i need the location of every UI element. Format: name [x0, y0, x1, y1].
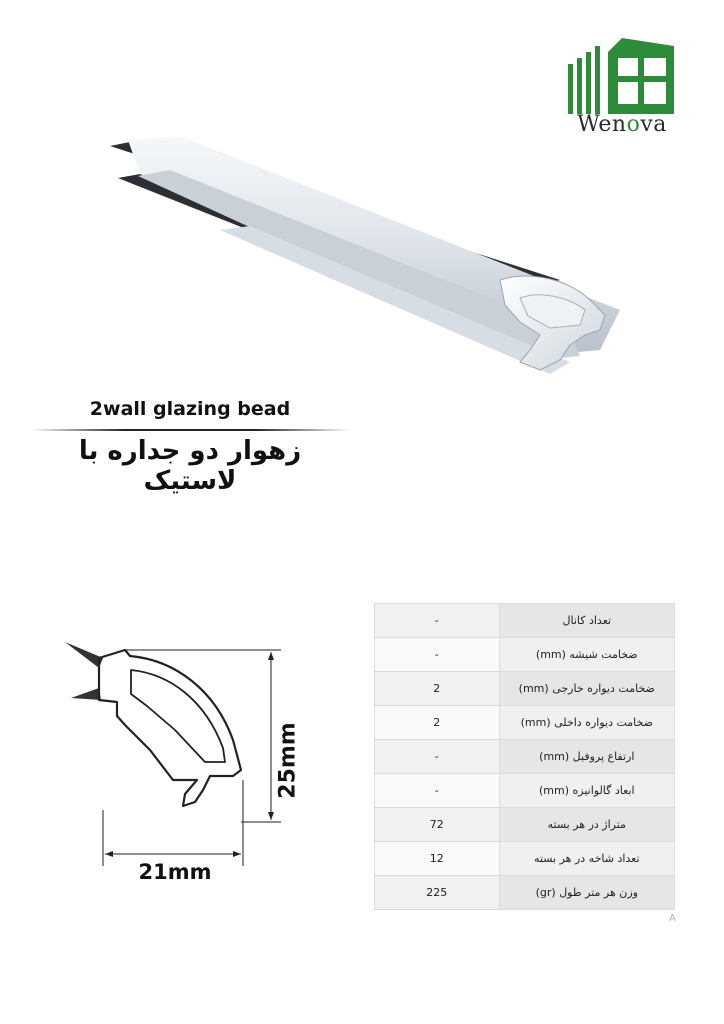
- height-dimension-label: 25mm: [275, 721, 301, 799]
- title-divider: [30, 428, 350, 432]
- spec-label: ضخامت دیواره خارجی (mm): [499, 672, 674, 706]
- spec-label: متراژ در هر بسته: [499, 808, 674, 842]
- title-persian: زهوار دو جداره با لاستیک: [78, 436, 302, 496]
- spec-label: ارتفاع پروفیل (mm): [499, 740, 674, 774]
- spec-value: -: [375, 604, 500, 638]
- spec-row: [375, 876, 675, 910]
- spec-value: -: [375, 774, 500, 808]
- brand-name: Wenova: [577, 112, 667, 137]
- spec-row: [375, 842, 675, 876]
- spec-row: [375, 740, 675, 774]
- spec-label: تعداد شاخه در هر بسته: [499, 842, 674, 876]
- spec-value: 225: [375, 876, 500, 910]
- spec-row: [375, 672, 675, 706]
- spec-row: [375, 604, 675, 638]
- spec-value: -: [375, 740, 500, 774]
- width-dimension-label: 21mm: [138, 860, 212, 884]
- title-english: 2wall glazing bead: [89, 398, 291, 420]
- specs-table: [374, 603, 675, 910]
- spec-label: وزن هر متر طول (gr): [499, 876, 674, 910]
- brand-logo: [562, 38, 682, 138]
- spec-value: -: [375, 638, 500, 672]
- spec-value: 2: [375, 672, 500, 706]
- corner-mark: A: [669, 913, 676, 924]
- glazing-bead-product-image: [100, 130, 630, 390]
- spec-row: [375, 774, 675, 808]
- spec-row: [375, 808, 675, 842]
- logo-mark-icon: [562, 38, 682, 114]
- spec-row: [375, 638, 675, 672]
- spec-label: ضخامت دیواره داخلی (mm): [499, 706, 674, 740]
- spec-row: [375, 706, 675, 740]
- spec-label: ابعاد گالوانیزه (mm): [499, 774, 674, 808]
- spec-value: 2: [375, 706, 500, 740]
- spec-label: تعداد کانال: [499, 604, 674, 638]
- spec-value: 12: [375, 842, 500, 876]
- spec-label: ضخامت شیشه (mm): [499, 638, 674, 672]
- spec-value: 72: [375, 808, 500, 842]
